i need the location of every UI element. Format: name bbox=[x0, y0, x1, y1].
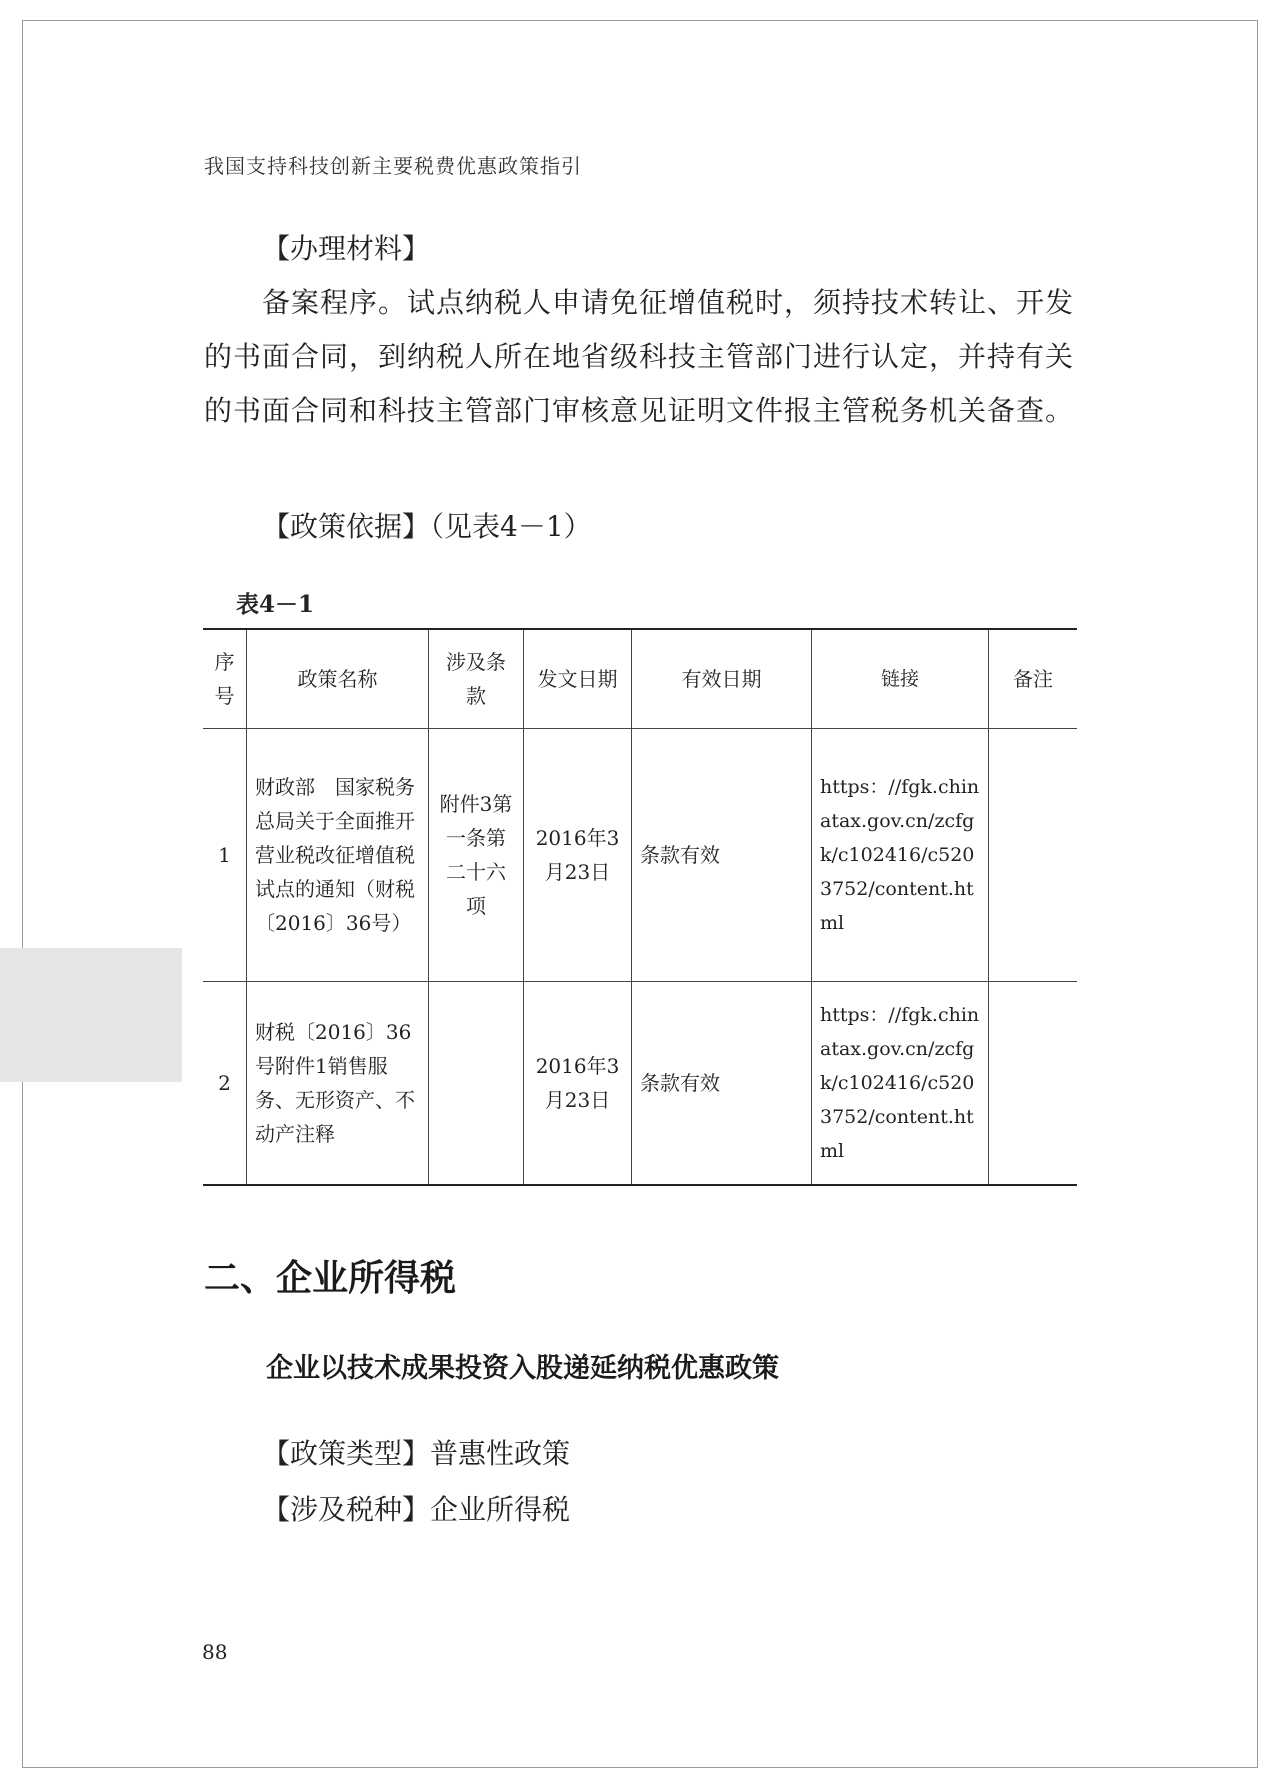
page-number: 88 bbox=[202, 1640, 228, 1664]
row-note bbox=[989, 729, 1078, 982]
header-no: 序号 bbox=[203, 629, 247, 729]
row-clause bbox=[429, 982, 524, 1186]
table-row bbox=[203, 982, 1077, 1186]
tax-type-line: 【涉及税种】企业所得税 bbox=[262, 1493, 571, 1526]
materials-heading: 【办理材料】 bbox=[262, 232, 431, 265]
table-header-row bbox=[203, 629, 1077, 729]
section-heading: 二、企业所得税 bbox=[204, 1257, 457, 1299]
row-issue-date: 2016年3月23日 bbox=[524, 729, 632, 982]
row-no: 2 bbox=[203, 982, 247, 1186]
row-policy-name: 财税〔2016〕36号附件1销售服务、无形资产、不动产注释 bbox=[247, 982, 429, 1186]
row-note bbox=[989, 982, 1078, 1186]
sub-heading: 企业以技术成果投资入股递延纳税优惠政策 bbox=[266, 1353, 779, 1384]
table-row bbox=[203, 729, 1077, 982]
materials-paragraph: 备案程序。试点纳税人申请免征增值税时，须持技术转让、开发的书面合同，到纳税人所在地省级科技主管部门进行认定，并持有关的书面合同和科技主管部门审核意见证明文件报主管税务机关备查。 bbox=[204, 286, 1075, 427]
row-clause: 附件3第一条第二十六项 bbox=[429, 729, 524, 982]
row-effective: 条款有效 bbox=[632, 982, 812, 1186]
table-title: 表4－1 bbox=[236, 591, 315, 618]
header-name: 政策名称 bbox=[247, 629, 429, 729]
header-clause: 涉及条款 bbox=[429, 629, 524, 729]
header-link: 链接 bbox=[812, 629, 989, 729]
row-policy-name: 财政部 国家税务总局关于全面推开营业税改征增值税试点的通知（财税〔2016〕36号） bbox=[247, 729, 429, 982]
row-link[interactable]: https：//fgk.chinatax.gov.cn/zcfgk/c102416/c5203752/content.html bbox=[812, 982, 989, 1186]
row-link[interactable]: https：//fgk.chinatax.gov.cn/zcfgk/c102416/c5203752/content.html bbox=[812, 729, 989, 982]
row-effective: 条款有效 bbox=[632, 729, 812, 982]
policy-basis-heading: 【政策依据】（见表4－1） bbox=[262, 510, 592, 543]
chapter-side-tab bbox=[0, 948, 182, 1082]
policy-type-line: 【政策类型】普惠性政策 bbox=[262, 1437, 571, 1470]
header-date: 发文日期 bbox=[524, 629, 632, 729]
row-issue-date: 2016年3月23日 bbox=[524, 982, 632, 1186]
header-note: 备注 bbox=[989, 629, 1078, 729]
header-effective: 有效日期 bbox=[632, 629, 812, 729]
policy-table bbox=[203, 628, 1077, 1186]
running-head: 我国支持科技创新主要税费优惠政策指引 bbox=[204, 154, 582, 178]
row-no: 1 bbox=[203, 729, 247, 982]
